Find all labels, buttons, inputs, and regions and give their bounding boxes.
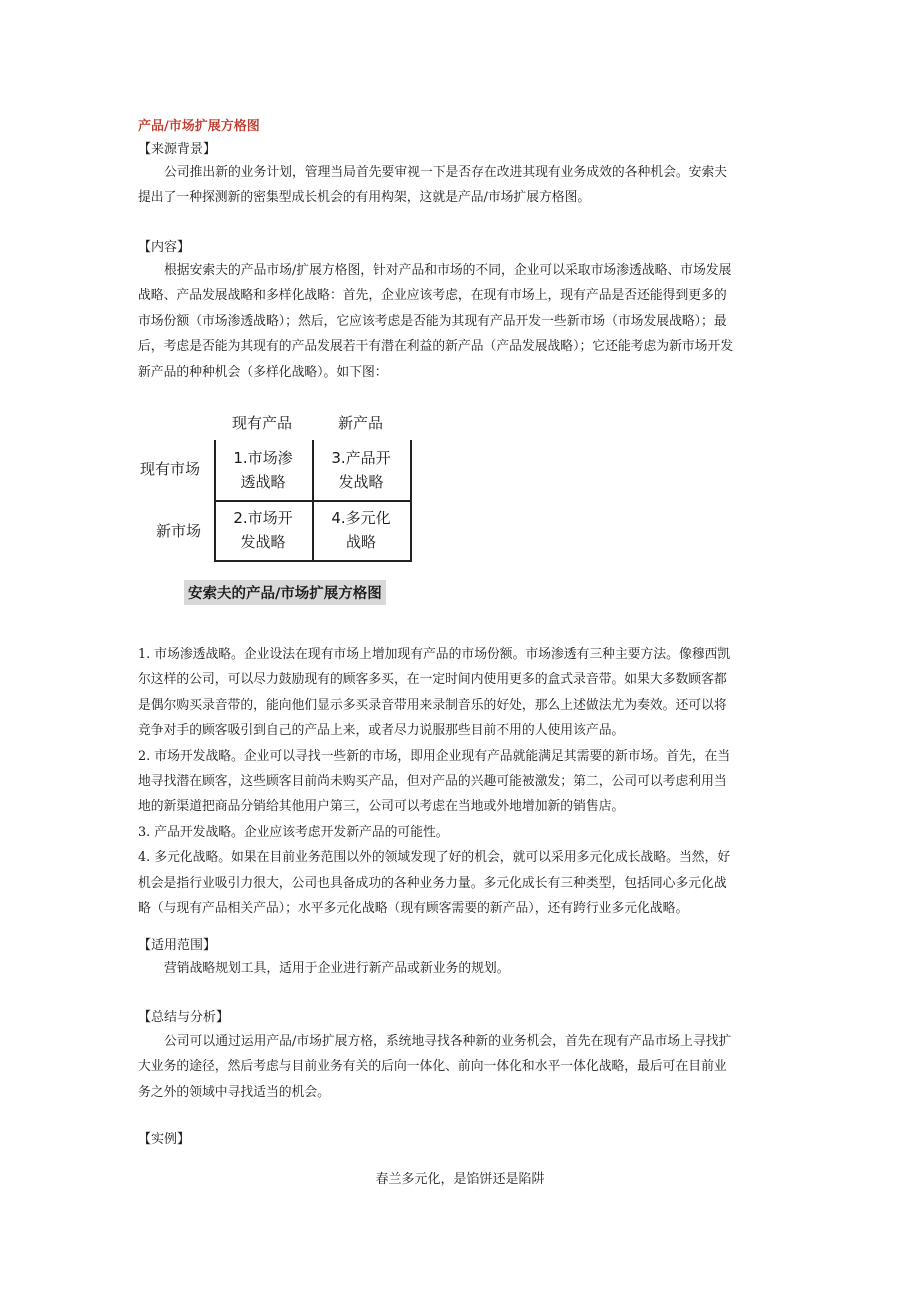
scope-paragraph [138,956,783,981]
row-header-existing-markets: 现有市场 [140,460,201,478]
document-title: 产品/市场扩展方格图 [138,119,260,134]
matrix-cell-market-development [214,500,312,560]
strategy-line: 3. 产品开发战略。企业应该考虑开发新产品的可能性。 [138,824,449,840]
cell-text: 2.市场开 [233,509,293,527]
cell-text: 发战略 [338,473,384,491]
example-heading: 【实例】 [138,1132,191,1147]
scope-line: 营销战略规划工具，适用于企业进行新产品或新业务的规划。 [164,961,510,976]
content-line: 市场份额（市场渗透战略）；然后，它应该考虑是否能为其现有产品开发一些新市场（市场发展战略）；最 [138,313,727,329]
strategy-line: 略（与现有产品相关产品）；水平多元化战略（现有顾客需要的新产品），还有跨行业多元化战略。 [138,901,689,917]
summary-line: 务之外的领域中寻找适当的机会。 [138,1084,330,1100]
source-heading: 【来源背景】 [138,142,217,157]
cell-text: 透战略 [240,473,286,491]
content-line: 后，考虑是否能为其现有的产品发展若干有潜在利益的新产品（产品发展战略）；它还能考虑为新市场开发 [138,339,734,355]
cell-text: 发战略 [240,533,286,551]
source-paragraph [138,160,783,211]
content-line: 战略、产品发展战略和多样化战略：首先，企业应该考虑，在现有市场上，现有产品是否还能得到更多的 [138,288,727,304]
summary-line: 公司可以通过运用产品/市场扩展方格，系统地寻找各种新的业务机会，首先在现有产品市场上寻找扩 [164,1034,732,1049]
source-line: 提出了一种探测新的密集型成长机会的有用构架，这就是产品/市场扩展方格图。 [138,190,591,206]
strategy-line: 竞争对手的顾客吸引到自己的产品上来，或者尽力说服那些目前不用的人使用该产品。 [138,723,625,739]
cell-text: 4.多元化 [331,509,391,527]
content-heading: 【内容】 [138,240,191,255]
matrix-grid [214,440,410,560]
diagram-caption: 安索夫的产品/市场扩展方格图 [184,580,386,605]
matrix-cell-diversification [312,500,410,560]
col-header-existing-products: 现有产品 [232,414,293,432]
strategy-line: 是偶尔购买录音带的，能向他们显示多买录音带用来录制音乐的好处，那么上述做法尤为奏效。还可以将 [138,697,727,713]
summary-heading: 【总结与分析】 [138,1010,230,1025]
strategy-line: 4. 多元化战略。如果在目前业务范围以外的领域发现了好的机会，就可以采用多元化成长战略。当然，好 [138,850,731,866]
scope-heading: 【适用范围】 [138,938,217,953]
strategy-line: 地寻找潜在顾客，这些顾客目前尚未购买产品，但对产品的兴趣可能被激发；第二，公司可以考虑利用当 [138,774,727,790]
grid-line [214,560,411,562]
strategy-line: 1. 市场渗透战略。企业设法在现有市场上增加现有产品的市场份额。市场渗透有三种主要方法。像穆西凯 [138,647,731,662]
matrix-cell-market-penetration [214,440,312,500]
content-line: 新产品的种种机会（多样化战略）。如下图： [138,364,388,380]
matrix-cell-product-development [312,440,410,500]
strategy-line: 2. 市场开发战略。企业可以寻找一些新的市场，即用企业现有产品就能满足其需要的新市场。首先，在当 [138,748,731,764]
content-paragraph [138,258,783,385]
strategies-list [138,642,783,921]
summary-paragraph [138,1029,783,1105]
strategy-line: 机会是指行业吸引力很大，公司也具备成功的各种业务力量。多元化成长有三种类型，包括同心多元化战 [138,875,727,891]
cell-text: 3.产品开 [331,449,391,467]
example-title: 春兰多元化，是馅饼还是陷阱 [375,1172,545,1187]
cell-text: 战略 [345,533,376,551]
row-header-new-markets: 新市场 [156,522,202,540]
content-line: 根据安索夫的产品市场/扩展方格图，针对产品和市场的不同，企业可以采取市场渗透战略、市场发展 [164,263,732,278]
strategy-line: 地的新渠道把商品分销给其他用户第三，公司可以考虑在当地或外地增加新的销售店。 [138,799,625,815]
ansoff-matrix-diagram [134,400,424,610]
source-line: 公司推出新的业务计划，管理当局首先要审视一下是否存在改进其现有业务成效的各种机会。安索夫 [164,165,728,180]
col-header-new-products: 新产品 [338,414,384,432]
cell-text: 1.市场渗 [233,449,293,467]
strategy-line: 尔这样的公司，可以尽力鼓励现有的顾客多买，在一定时间内使用更多的盒式录音带。如果大多数顾客都 [138,672,727,688]
summary-line: 大业务的途径，然后考虑与目前业务有关的后向一体化、前向一体化和水平一体化战略，最后可在目前业 [138,1059,727,1075]
